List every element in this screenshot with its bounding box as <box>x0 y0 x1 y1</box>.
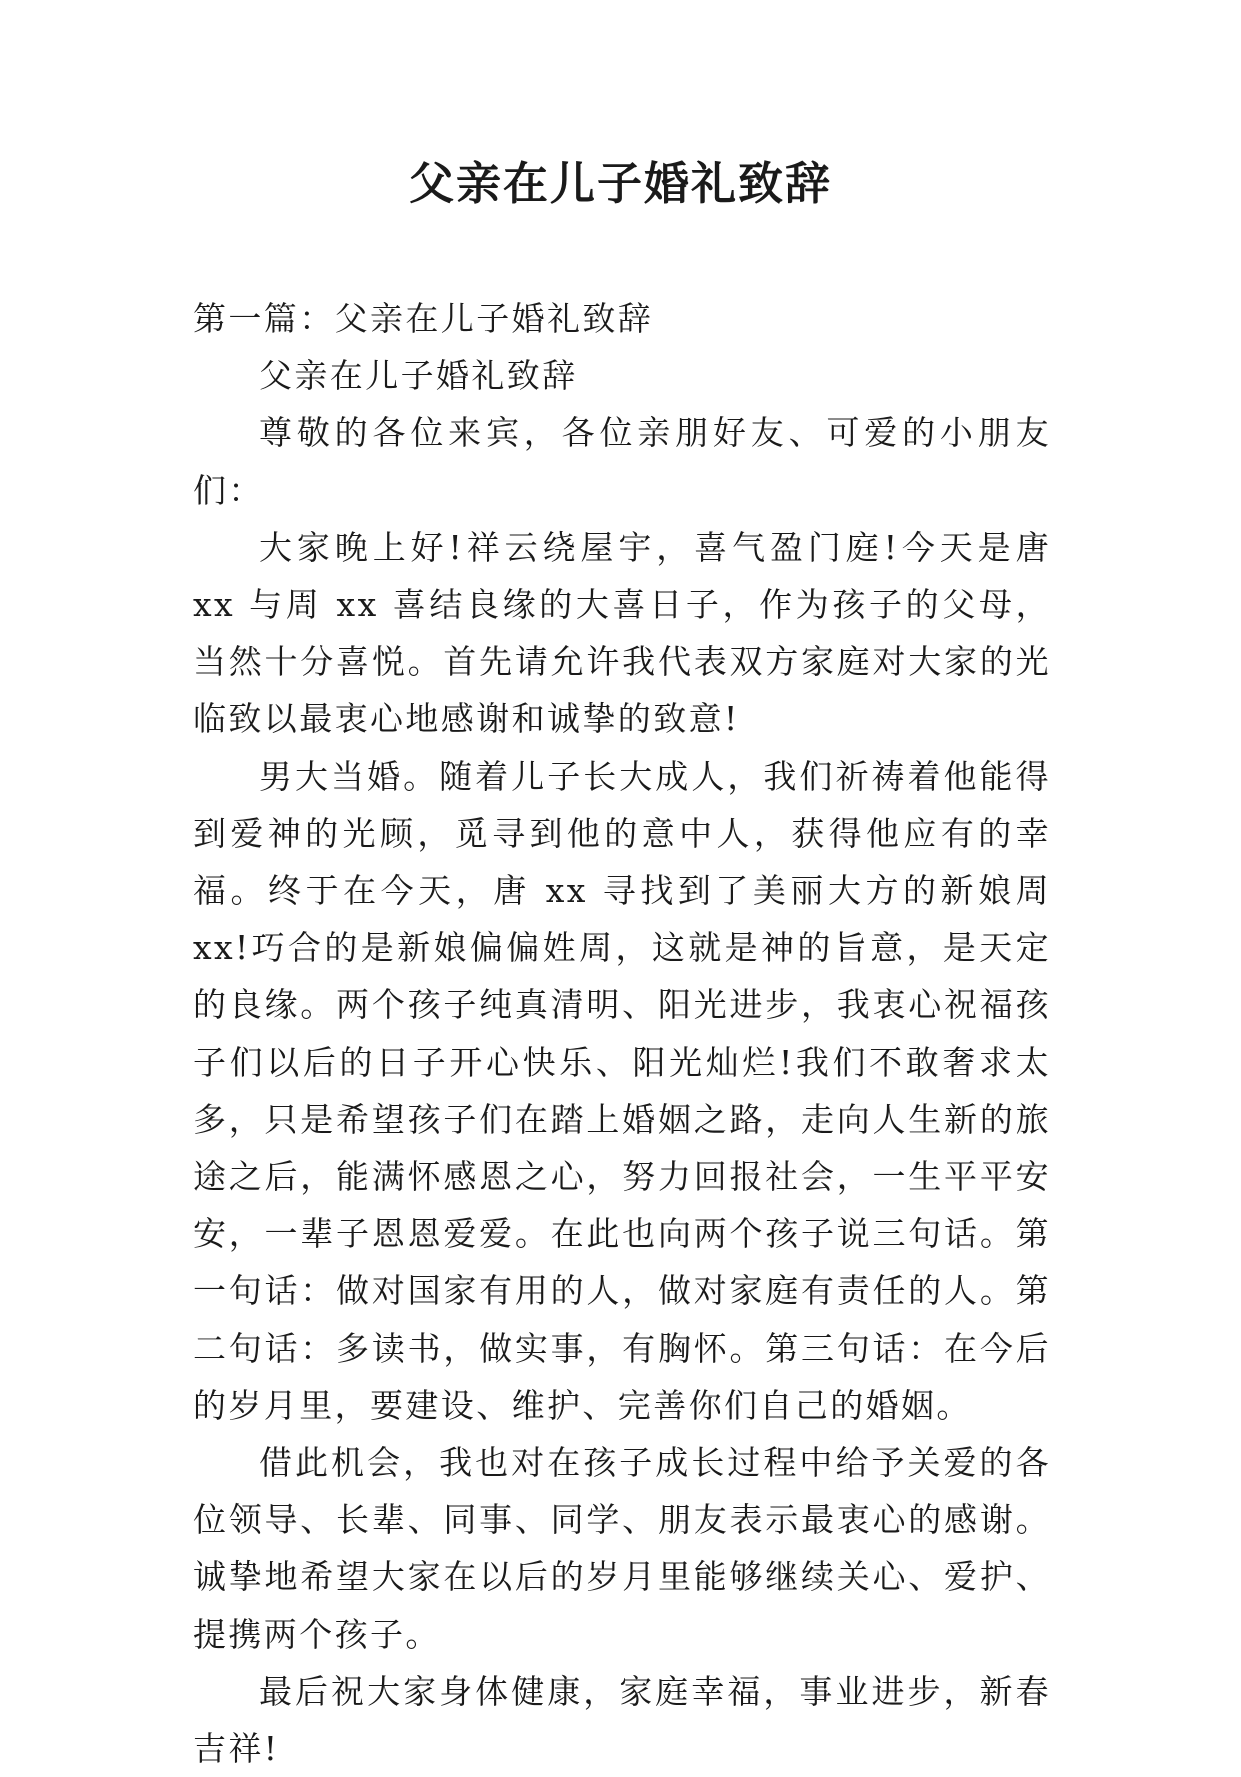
section-heading: 第一篇：父亲在儿子婚礼致辞 <box>193 299 654 338</box>
document-body <box>193 290 1051 1777</box>
paragraph-blessing: 男大当婚。随着儿子长大成人，我们祈祷着他能得到爱神的光顾，觅寻到他的意中人，获得他应有的幸福。终于在今天，唐 xx 寻找到了美丽大方的新娘周 xx!巧合的是新娘偏偏姓周，这就是神的旨意，是天定的良缘。两个孩子纯真清明、阳光进步，我衷心祝福孩子们以后的日子开心快乐、阳光灿烂!我们不敢奢求太多，只是希望孩子们在踏上婚姻之路，走向人生新的旅途之后，能满怀感恩之心，努力回报社会，一生平平安安，一辈子恩恩爱爱。在此也向两个孩子说三句话。第一句话：做对国家有用的人，做对家庭有责任的人。第二句话：多读书，做实事，有胸怀。第三句话：在今后的岁月里，要建设、维护、完善你们自己的婚姻。 <box>193 756 1051 1425</box>
speech-title: 父亲在儿子婚礼致辞 <box>259 356 578 396</box>
paragraph-welcome: 大家晚上好!祥云绕屋宇，喜气盈门庭!今天是唐 xx 与周 xx 喜结良缘的大喜日子，作为孩子的父母，当然十分喜悦。首先请允许我代表双方家庭对大家的光临致以最衷心地感谢和诚挚的致意! <box>193 527 1051 739</box>
document-title: 父亲在儿子婚礼致辞 <box>408 157 832 210</box>
paragraph-closing: 最后祝大家身体健康，家庭幸福，事业进步，新春吉祥! <box>193 1671 1051 1769</box>
paragraph-greeting: 尊敬的各位来宾，各位亲朋好友、可爱的小朋友们： <box>193 413 1051 510</box>
paragraph-thanks: 借此机会，我也对在孩子成长过程中给予关爱的各位领导、长辈、同事、同学、朋友表示最衷心的感谢。诚挚地希望大家在以后的岁月里能够继续关心、爱护、提携两个孩子。 <box>193 1443 1051 1654</box>
